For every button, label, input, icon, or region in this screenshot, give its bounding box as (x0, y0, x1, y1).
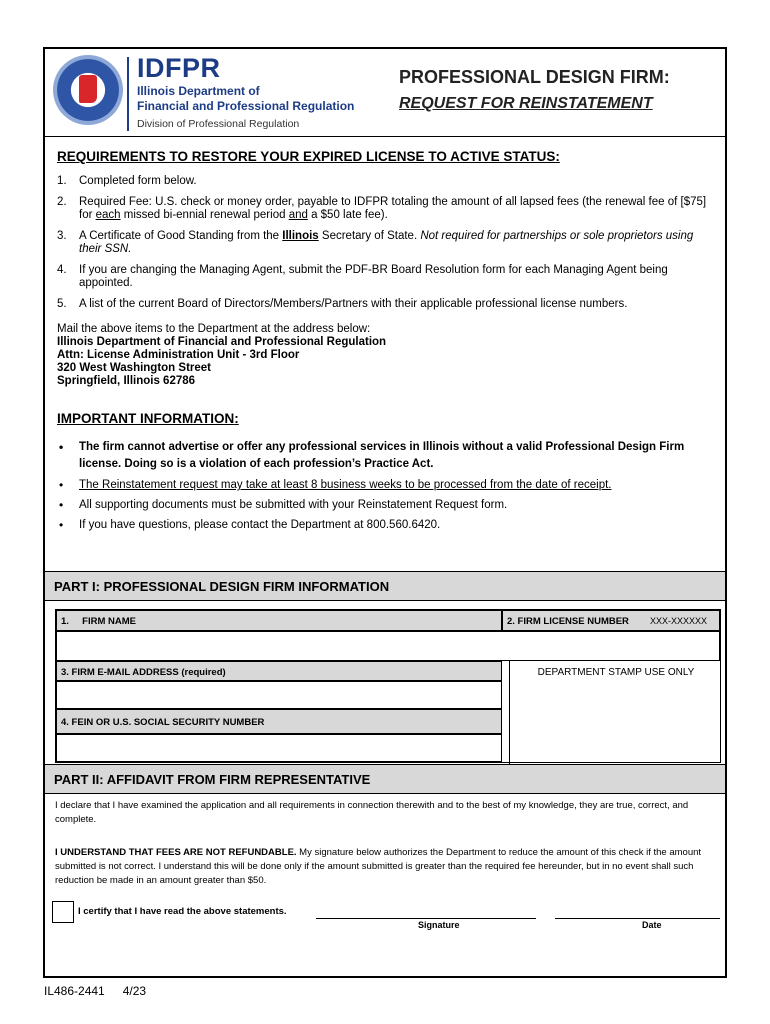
agency-name: Illinois Department of Financial and Professional Regulation (137, 84, 355, 113)
department-stamp-box: DEPARTMENT STAMP USE ONLY (509, 661, 722, 764)
part1-heading: PART I: PROFESSIONAL DESIGN FIRM INFORMATION (45, 571, 725, 601)
division-name: Division of Professional Regulation (137, 118, 300, 130)
license-number-label: 2. FIRM LICENSE NUMBER XXX-XXXXXX (502, 610, 720, 631)
list-item: • If you have questions, please contact the Department at 800.560.6420. (57, 519, 717, 532)
signature-label: Signature (418, 920, 460, 930)
date-label: Date (642, 920, 662, 930)
list-item: • The firm cannot advertise or offer any professional services in Illinois without a valid Professional Design Firm license. Doing so is a violation of each profession’s Practice Act. (57, 439, 717, 473)
declaration-text: I declare that I have examined the application and all requirements in connection therewith and to the best of my knowledge, they are true, correct, and complete. (55, 800, 689, 825)
firm-name-label: 1. FIRM NAME (56, 610, 502, 631)
list-item: • All supporting documents must be submitted with your Reinstatement Request form. (57, 499, 717, 512)
fein-label: 4. FEIN OR U.S. SOCIAL SECURITY NUMBER (56, 709, 502, 734)
form-page (43, 47, 727, 978)
certify-label: I certify that I have read the above statements. (78, 906, 287, 917)
email-label: 3. FIRM E-MAIL ADDRESS (required) (56, 661, 502, 681)
fees-statement: I UNDERSTAND THAT FEES ARE NOT REFUNDABLE. My signature below authorizes the Department to reduce the amount of this check if the amount submitted is not correct. I understand this will be done only if the amount submitted is greater than the required fee hereunder, but in no event shall such reduction be made in an amount greater than $50. (55, 847, 702, 886)
important-heading: IMPORTANT INFORMATION: (57, 411, 239, 426)
mailing-address: Mail the above items to the Department at the address below: Illinois Department of Financial and Professional Regulation Attn: License Administration Unit - 3rd Floor 320 West Washington Street Springfield, Illinois 62786 (57, 323, 387, 387)
signature-line[interactable] (316, 918, 536, 919)
form-footer (44, 984, 164, 998)
list-item: 1. Completed form below. (57, 175, 197, 187)
requirements-list (57, 175, 717, 319)
firm-name-field[interactable] (56, 631, 720, 661)
important-list (57, 439, 717, 539)
email-field[interactable] (56, 681, 502, 709)
certify-checkbox[interactable] (52, 901, 74, 923)
form-header (45, 49, 725, 137)
list-item: 3. A Certificate of Good Standing from the Illinois Secretary of State. Not required for partnerships or sole proprietors using their SSN. (57, 230, 694, 255)
list-item: 4. If you are changing the Managing Agent, submit the PDF-BR Board Resolution form for each Managing Agent being appointed. (57, 264, 668, 289)
part2-heading: PART II: AFFIDAVIT FROM FIRM REPRESENTATIVE (45, 764, 725, 794)
state-seal-icon (53, 55, 123, 125)
list-item: 5. A list of the current Board of Directors/Members/Partners with their applicable professional license numbers. (57, 298, 628, 310)
fein-field[interactable] (56, 734, 502, 762)
license-number-value: XXX-XXXXXX (649, 616, 707, 626)
agency-logo-text: IDFPR (137, 53, 221, 83)
form-revision: 4/23 (122, 984, 147, 998)
firm-info-grid (55, 609, 721, 763)
form-number: IL486-2441 (44, 984, 105, 998)
illinois-map-icon (79, 75, 97, 103)
requirements-heading: REQUIREMENTS TO RESTORE YOUR EXPIRED LICENSE TO ACTIVE STATUS: (57, 149, 560, 164)
date-line[interactable] (555, 918, 720, 919)
list-item: 2. Required Fee: U.S. check or money order, payable to IDFPR totaling the amount of all lapsed fees (the renewal fee of [$75] for each missed bi-ennial renewal period and a $50 late fee). (57, 196, 707, 221)
list-item: • The Reinstatement request may take at least 8 business weeks to be processed from the date of receipt. (57, 479, 717, 492)
form-subtitle: REQUEST FOR REINSTATEMENT (399, 95, 653, 112)
form-title: PROFESSIONAL DESIGN FIRM: (399, 67, 670, 87)
logo-divider (127, 57, 129, 131)
